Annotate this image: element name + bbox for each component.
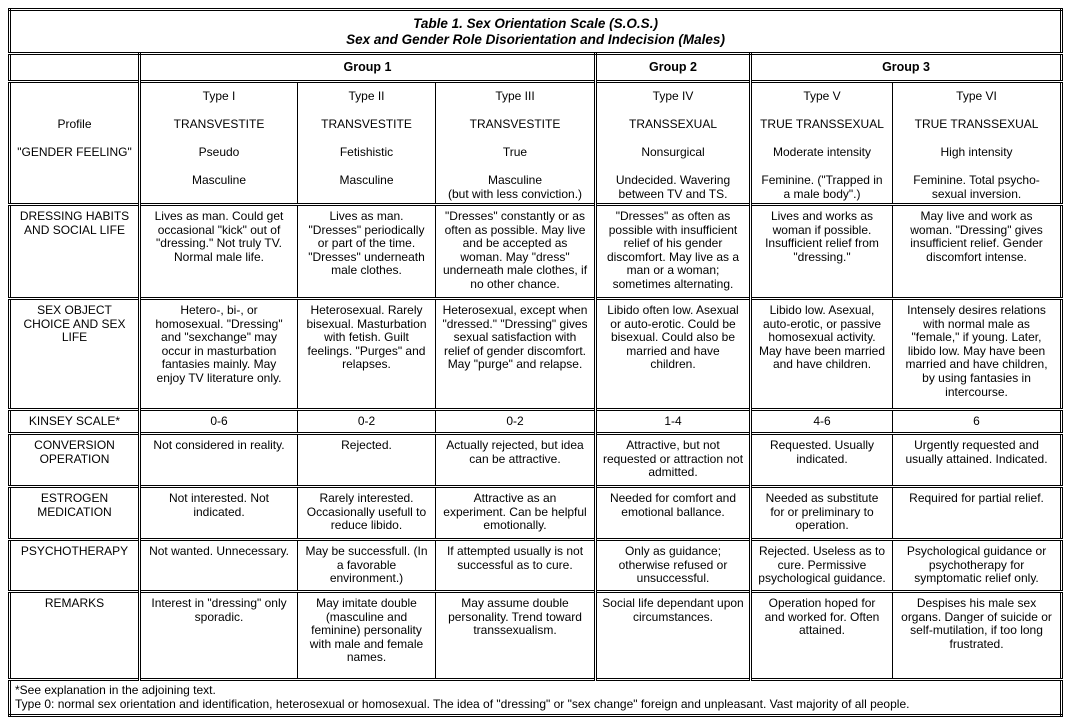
table-cell: Interest in "dressing" only sporadic. <box>140 592 298 680</box>
table-cell: 0-6 <box>140 410 298 434</box>
profile-name-text: TRANSVESTITE <box>321 117 412 131</box>
footnote-line-2: Type 0: normal sex orientation and identification, heterosexual or homosexual. The idea of "dressing" or "sex change" foreign and unpleasant. Vast majority of all people. <box>15 696 910 711</box>
table-row <box>10 410 1062 434</box>
gender-feeling-text: Moderate intensity <box>772 145 872 159</box>
table-cell: May assume double personality. Trend toward transsexualism. <box>436 592 596 680</box>
table-cell: May imitate double (masculine and feminine) personality with male and female names. <box>298 592 436 680</box>
gender-identity-text: Undecided. Wavering between TV and TS. <box>615 173 731 201</box>
title-line-2: Sex and Gender Role Disorientation and Indecision (Males) <box>346 31 725 47</box>
table-cell: Libido often low. Asexual or auto-erotic. Could be bisexual. Could also be married and have children. <box>596 299 751 410</box>
table-cell: "Dresses" as often as possible with insufficient relief of his gender discomfort. May live as a man or a woman; sometimes alternating. <box>596 205 751 299</box>
table-cell: Heterosexual, except when "dressed." "Dressing" gives sexual satisfaction with relief of gender discomfort. May "purge" and relapse. <box>436 299 596 410</box>
profile-name-text: TRUE TRANSSEXUAL <box>760 117 884 131</box>
footnote-row <box>10 680 1062 716</box>
table-row <box>10 205 1062 299</box>
type-header-cell <box>436 82 596 205</box>
type-header-cell <box>298 82 436 205</box>
gender-feeling-text: Nonsurgical <box>641 145 705 159</box>
table-cell: Only as guidance; otherwise refused or unsuccessful. <box>596 540 751 592</box>
type-header-cell <box>893 82 1062 205</box>
table-cell: Lives as man. "Dresses" periodically or part of the time. "Dresses" underneath male clothes. <box>298 205 436 299</box>
row-label: KINSEY SCALE* <box>10 410 140 434</box>
table-cell: Required for partial relief. <box>893 487 1062 540</box>
profile-label-text: "GENDER FEELING" <box>17 145 132 159</box>
gender-identity <box>602 174 744 202</box>
table-cell: 4-6 <box>751 410 893 434</box>
table-cell: Attractive, but not requested or attraction not admitted. <box>596 434 751 487</box>
profile-label <box>16 174 133 202</box>
footnote <box>10 680 1062 716</box>
gender-feeling <box>602 146 744 174</box>
group-2-header: Group 2 <box>596 54 751 82</box>
profile-name-text: TRANSSEXUAL <box>628 117 718 131</box>
profile-name-text: TRANSVESTITE <box>469 117 561 131</box>
row-label: SEX OBJECT CHOICE AND SEX LIFE <box>10 299 140 410</box>
group-3-header: Group 3 <box>751 54 1062 82</box>
row-label: ESTROGEN MEDICATION <box>10 487 140 540</box>
table-cell: Lives as man. Could get occasional "kick" out of "dressing." Not truly TV. Normal male life. <box>140 205 298 299</box>
type-name <box>146 90 292 118</box>
gender-identity-text: Feminine. Total psycho-sexual inversion. <box>913 173 1040 201</box>
profile-name <box>441 118 589 146</box>
profile-name-text: TRUE TRANSSEXUAL <box>914 117 1039 131</box>
table-cell: Hetero-, bi-, or homosexual. "Dressing" and "sexchange" may occur in masturbation fantasies mainly. May enjoy TV literature only. <box>140 299 298 410</box>
gender-feeling-text: True <box>502 145 528 159</box>
gender-identity-text: Masculine <box>339 173 394 187</box>
type-name-text: Type III <box>495 89 535 103</box>
row-label: REMARKS <box>10 592 140 680</box>
profile-name-text: TRANSVESTITE <box>173 117 265 131</box>
row-label: CONVERSION OPERATION <box>10 434 140 487</box>
table-cell: 6 <box>893 410 1062 434</box>
profile-label <box>16 118 133 146</box>
type-name <box>898 90 1055 118</box>
table-cell: Despises his male sex organs. Danger of suicide or self-mutilation, if too long frustrated. <box>893 592 1062 680</box>
type-name <box>757 90 887 118</box>
gender-feeling-text: High intensity <box>940 145 1013 159</box>
gender-feeling-text: Fetishistic <box>339 145 394 159</box>
gender-identity-text: Masculine (but with less conviction.) <box>447 173 583 201</box>
table-cell: May live and work as woman. "Dressing" gives insufficient relief. Gender discomfort intense. <box>893 205 1062 299</box>
table-cell: Needed as substitute for or preliminary to operation. <box>751 487 893 540</box>
gender-feeling <box>146 146 292 174</box>
table-cell: Rarely interested. Occasionally usefull to reduce libido. <box>298 487 436 540</box>
table-cell: Actually rejected, but idea can be attractive. <box>436 434 596 487</box>
table-cell: Requested. Usually indicated. <box>751 434 893 487</box>
table-cell: Social life dependant upon circumstances. <box>596 592 751 680</box>
table-cell: Rejected. <box>298 434 436 487</box>
type-name <box>303 90 430 118</box>
gender-feeling-text: Pseudo <box>198 145 240 159</box>
type-header-cell <box>751 82 893 205</box>
sex-orientation-scale-table <box>8 8 1063 717</box>
profile-label-cell <box>10 82 140 205</box>
table-cell: "Dresses" constantly or as often as possible. May live and be accepted as woman. May "dress" underneath male clothes, if no other chance. <box>436 205 596 299</box>
type-header-cell <box>140 82 298 205</box>
gender-identity <box>898 174 1055 202</box>
table-title <box>10 10 1062 54</box>
profile-name <box>757 118 887 146</box>
gender-feeling <box>303 146 430 174</box>
title-line-1: Table 1. Sex Orientation Scale (S.O.S.) <box>413 16 658 31</box>
gender-identity-text: Feminine. ("Trapped in a male body".) <box>761 173 883 201</box>
profile-label <box>16 90 133 118</box>
table-cell: Needed for comfort and emotional ballance. <box>596 487 751 540</box>
footnote-line-1: *See explanation in the adjoining text. <box>15 683 216 697</box>
table-cell: 0-2 <box>436 410 596 434</box>
table-cell: May be successfull. (In a favorable environment.) <box>298 540 436 592</box>
table-row <box>10 592 1062 680</box>
table-row <box>10 540 1062 592</box>
row-label: PSYCHOTHERAPY <box>10 540 140 592</box>
table-cell: Rejected. Useless as to cure. Permissive psychological guidance. <box>751 540 893 592</box>
table-cell: Libido low. Asexual, auto-erotic, or passive homosexual activity. May have been married and have children. <box>751 299 893 410</box>
table-cell: Attractive as an experiment. Can be helpful emotionally. <box>436 487 596 540</box>
gender-feeling <box>441 146 589 174</box>
table-cell: If attempted usually is not successful as to cure. <box>436 540 596 592</box>
profile-label <box>16 146 133 174</box>
table-cell: Heterosexual. Rarely bisexual. Masturbation with fetish. Guilt feelings. "Purges" and relapses. <box>298 299 436 410</box>
profile-label-text: Profile <box>57 117 92 131</box>
gender-identity <box>303 174 430 202</box>
type-name-text: Type IV <box>652 89 694 103</box>
gender-feeling <box>757 146 887 174</box>
table-cell: Operation hoped for and worked for. Often attained. <box>751 592 893 680</box>
type-name-text: Type II <box>348 89 385 103</box>
table-row <box>10 299 1062 410</box>
gender-identity <box>757 174 887 202</box>
type-name-text: Type VI <box>956 89 997 103</box>
type-name-text: Type V <box>803 89 841 103</box>
type-name-text: Type I <box>202 89 236 103</box>
table-cell: Intensely desires relations with normal male as "female," if young. Later, libido low. May have been married and have children, by using fantasies in intercourse. <box>893 299 1062 410</box>
profile-name <box>898 118 1055 146</box>
table-cell: Not interested. Not indicated. <box>140 487 298 540</box>
profile-header-row <box>10 82 1062 205</box>
table-cell: Not considered in reality. <box>140 434 298 487</box>
table-cell: Psychological guidance or psychotherapy for symptomatic relief only. <box>893 540 1062 592</box>
table-cell: 0-2 <box>298 410 436 434</box>
table-cell: Lives and works as woman if possible. Insufficient relief from "dressing." <box>751 205 893 299</box>
gender-identity <box>441 174 589 202</box>
group-1-header: Group 1 <box>140 54 596 82</box>
table-row <box>10 487 1062 540</box>
profile-name <box>146 118 292 146</box>
table-cell: 1-4 <box>596 410 751 434</box>
type-name <box>441 90 589 118</box>
type-name <box>602 90 744 118</box>
table-cell: Urgently requested and usually attained. Indicated. <box>893 434 1062 487</box>
gender-feeling <box>898 146 1055 174</box>
group-corner-cell <box>10 54 140 82</box>
profile-name <box>303 118 430 146</box>
row-label: DRESSING HABITS AND SOCIAL LIFE <box>10 205 140 299</box>
profile-name <box>602 118 744 146</box>
table-row <box>10 434 1062 487</box>
gender-identity <box>146 174 292 202</box>
type-header-cell <box>596 82 751 205</box>
gender-identity-text: Masculine <box>191 173 247 187</box>
table-cell: Not wanted. Unnecessary. <box>140 540 298 592</box>
